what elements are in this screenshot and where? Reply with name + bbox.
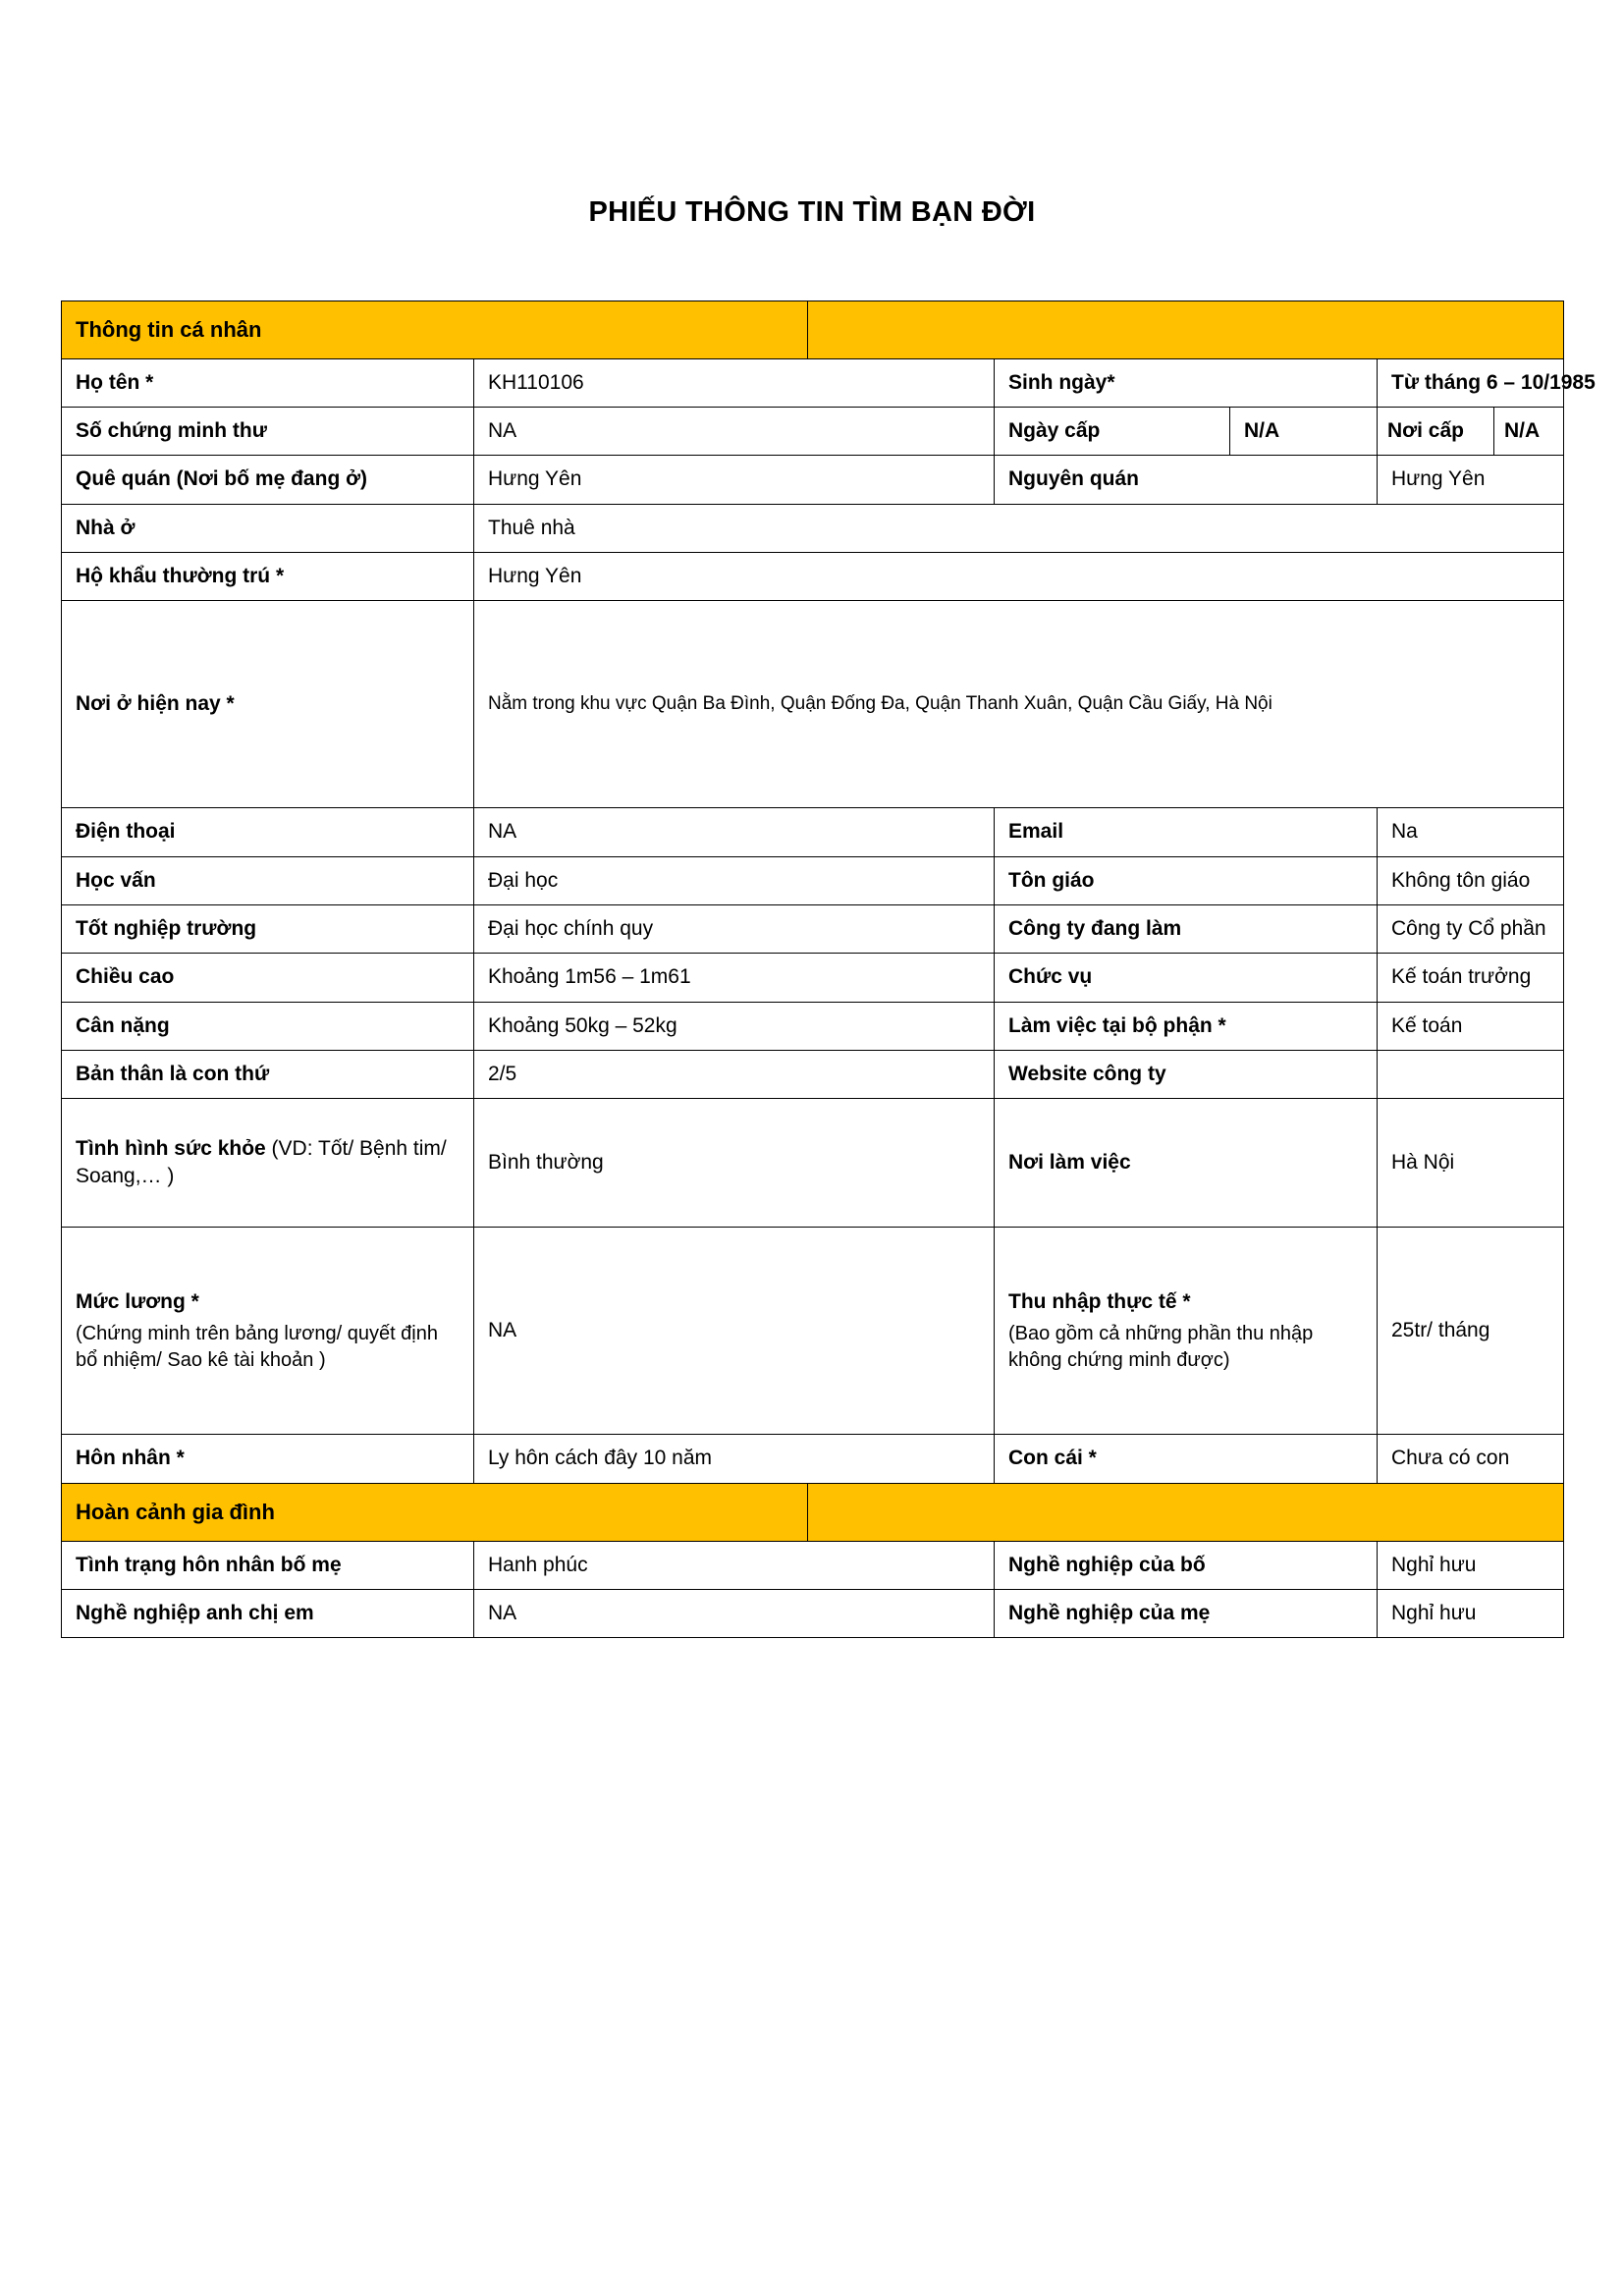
label-company: Công ty đang làm xyxy=(995,905,1378,954)
value-issue-date[interactable]: N/A xyxy=(1230,408,1378,456)
value-religion[interactable]: Không tôn giáo xyxy=(1378,856,1564,904)
value-mother-job[interactable]: Nghỉ hưu xyxy=(1378,1589,1564,1637)
table-row xyxy=(62,1099,1564,1228)
section-header-personal xyxy=(62,301,1564,359)
value-education[interactable]: Đại học xyxy=(474,856,995,904)
value-real-income[interactable]: 25tr/ tháng xyxy=(1378,1228,1564,1435)
label-name: Họ tên * xyxy=(62,358,474,407)
table-row xyxy=(62,358,1564,407)
label-position: Chức vụ xyxy=(995,954,1378,1002)
page-title: PHIẾU THÔNG TIN TÌM BẠN ĐỜI xyxy=(588,196,1036,228)
label-health-text: Tình hình sức khỏe xyxy=(76,1137,266,1161)
label-email: Email xyxy=(995,808,1378,856)
value-email[interactable]: Na xyxy=(1378,808,1564,856)
section-header-filler-2 xyxy=(808,1483,1564,1541)
table-row xyxy=(62,856,1564,904)
value-workplace[interactable]: Hà Nội xyxy=(1378,1099,1564,1228)
label-child-order: Bản thân là con thứ xyxy=(62,1051,474,1099)
value-permanent-residence[interactable]: Hưng Yên xyxy=(474,553,1564,601)
label-health-note: (VD: Tốt/ Bệnh tim/ Soang,… ) xyxy=(76,1137,447,1188)
table-row xyxy=(62,1541,1564,1589)
value-salary[interactable]: NA xyxy=(474,1228,995,1435)
label-children: Con cái * xyxy=(995,1435,1378,1483)
table-row xyxy=(62,504,1564,552)
label-school: Tốt nghiệp trường xyxy=(62,905,474,954)
label-workplace: Nơi làm việc xyxy=(995,1099,1378,1228)
table-row xyxy=(62,1051,1564,1099)
value-id-number[interactable]: NA xyxy=(474,408,995,456)
value-health[interactable]: Bình thường xyxy=(474,1099,995,1228)
table-row xyxy=(62,905,1564,954)
table-row xyxy=(62,1228,1564,1435)
label-issue-date: Ngày cấp xyxy=(995,408,1230,456)
label-housing: Nhà ở xyxy=(62,504,474,552)
label-religion: Tôn giáo xyxy=(995,856,1378,904)
table-row xyxy=(62,1002,1564,1050)
label-siblings-job: Nghề nghiệp anh chị em xyxy=(62,1589,474,1637)
table-row xyxy=(62,1435,1564,1483)
label-real-income-text: Thu nhập thực tế * xyxy=(1008,1290,1191,1314)
label-issue-place: Nơi cấp xyxy=(1378,408,1494,455)
value-origin[interactable]: Hưng Yên xyxy=(1378,456,1564,504)
label-parents-marital-status: Tình trạng hôn nhân bố mẹ xyxy=(62,1541,474,1589)
table-row xyxy=(62,601,1564,808)
label-weight: Cân nặng xyxy=(62,1002,474,1050)
section-title-family: Hoàn cảnh gia đình xyxy=(62,1483,808,1541)
section-header-family xyxy=(62,1483,1564,1541)
label-id-number: Số chứng minh thư xyxy=(62,408,474,456)
value-children[interactable]: Chưa có con xyxy=(1378,1435,1564,1483)
label-height: Chiều cao xyxy=(62,954,474,1002)
value-siblings-job[interactable]: NA xyxy=(474,1589,995,1637)
label-company-website: Website công ty xyxy=(995,1051,1378,1099)
label-department: Làm việc tại bộ phận * xyxy=(995,1002,1378,1050)
value-marital-status[interactable]: Ly hôn cách đây 10 năm xyxy=(474,1435,995,1483)
table-row xyxy=(62,408,1564,456)
table-row xyxy=(62,954,1564,1002)
label-hometown: Quê quán (Nơi bố mẹ đang ở) xyxy=(62,456,474,504)
value-parents-marital-status[interactable]: Hanh phúc xyxy=(474,1541,995,1589)
label-salary-note: (Chứng minh trên bảng lương/ quyết định bổ nhiệm/ Sao kê tài khoản ) xyxy=(76,1322,438,1371)
value-hometown[interactable]: Hưng Yên xyxy=(474,456,995,504)
label-salary xyxy=(62,1228,474,1435)
label-real-income-note: (Bao gồm cả những phần thu nhập không chứng minh được) xyxy=(1008,1322,1314,1371)
label-permanent-residence: Hộ khẩu thường trú * xyxy=(62,553,474,601)
value-birthdate[interactable]: Từ tháng 6 – 10/1985 xyxy=(1378,358,1564,407)
section-title-personal: Thông tin cá nhân xyxy=(62,301,808,359)
value-company[interactable]: Công ty Cổ phần xyxy=(1378,905,1564,954)
label-health xyxy=(62,1099,474,1228)
value-department[interactable]: Kế toán xyxy=(1378,1002,1564,1050)
label-current-residence: Nơi ở hiện nay * xyxy=(62,601,474,808)
label-mother-job: Nghề nghiệp của mẹ xyxy=(995,1589,1378,1637)
section-header-filler xyxy=(808,301,1564,359)
value-school[interactable]: Đại học chính quy xyxy=(474,905,995,954)
label-father-job: Nghề nghiệp của bố xyxy=(995,1541,1378,1589)
value-father-job[interactable]: Nghỉ hưu xyxy=(1378,1541,1564,1589)
information-form-table xyxy=(61,301,1596,1638)
table-row xyxy=(62,456,1564,504)
label-birthdate: Sinh ngày* xyxy=(995,358,1378,407)
value-company-website[interactable] xyxy=(1378,1051,1564,1099)
value-position[interactable]: Kế toán trưởng xyxy=(1378,954,1564,1002)
value-child-order[interactable]: 2/5 xyxy=(474,1051,995,1099)
label-origin: Nguyên quán xyxy=(995,456,1378,504)
value-issue-place[interactable]: N/A xyxy=(1504,419,1541,443)
label-phone: Điện thoại xyxy=(62,808,474,856)
value-current-residence[interactable]: Nằm trong khu vực Quận Ba Đình, Quận Đống Đa, Quận Thanh Xuân, Quận Cầu Giấy, Hà Nội xyxy=(474,601,1564,808)
value-phone[interactable]: NA xyxy=(474,808,995,856)
issue-place-group xyxy=(1378,408,1564,456)
label-marital-status: Hôn nhân * xyxy=(62,1435,474,1483)
table-row xyxy=(62,1589,1564,1637)
value-height[interactable]: Khoảng 1m56 – 1m61 xyxy=(474,954,995,1002)
label-real-income xyxy=(995,1228,1378,1435)
value-name[interactable]: KH110106 xyxy=(474,358,995,407)
label-salary-text: Mức lương * xyxy=(76,1290,199,1314)
label-education: Học vấn xyxy=(62,856,474,904)
table-row xyxy=(62,808,1564,856)
value-weight[interactable]: Khoảng 50kg – 52kg xyxy=(474,1002,995,1050)
table-row xyxy=(62,553,1564,601)
value-housing[interactable]: Thuê nhà xyxy=(474,504,1564,552)
